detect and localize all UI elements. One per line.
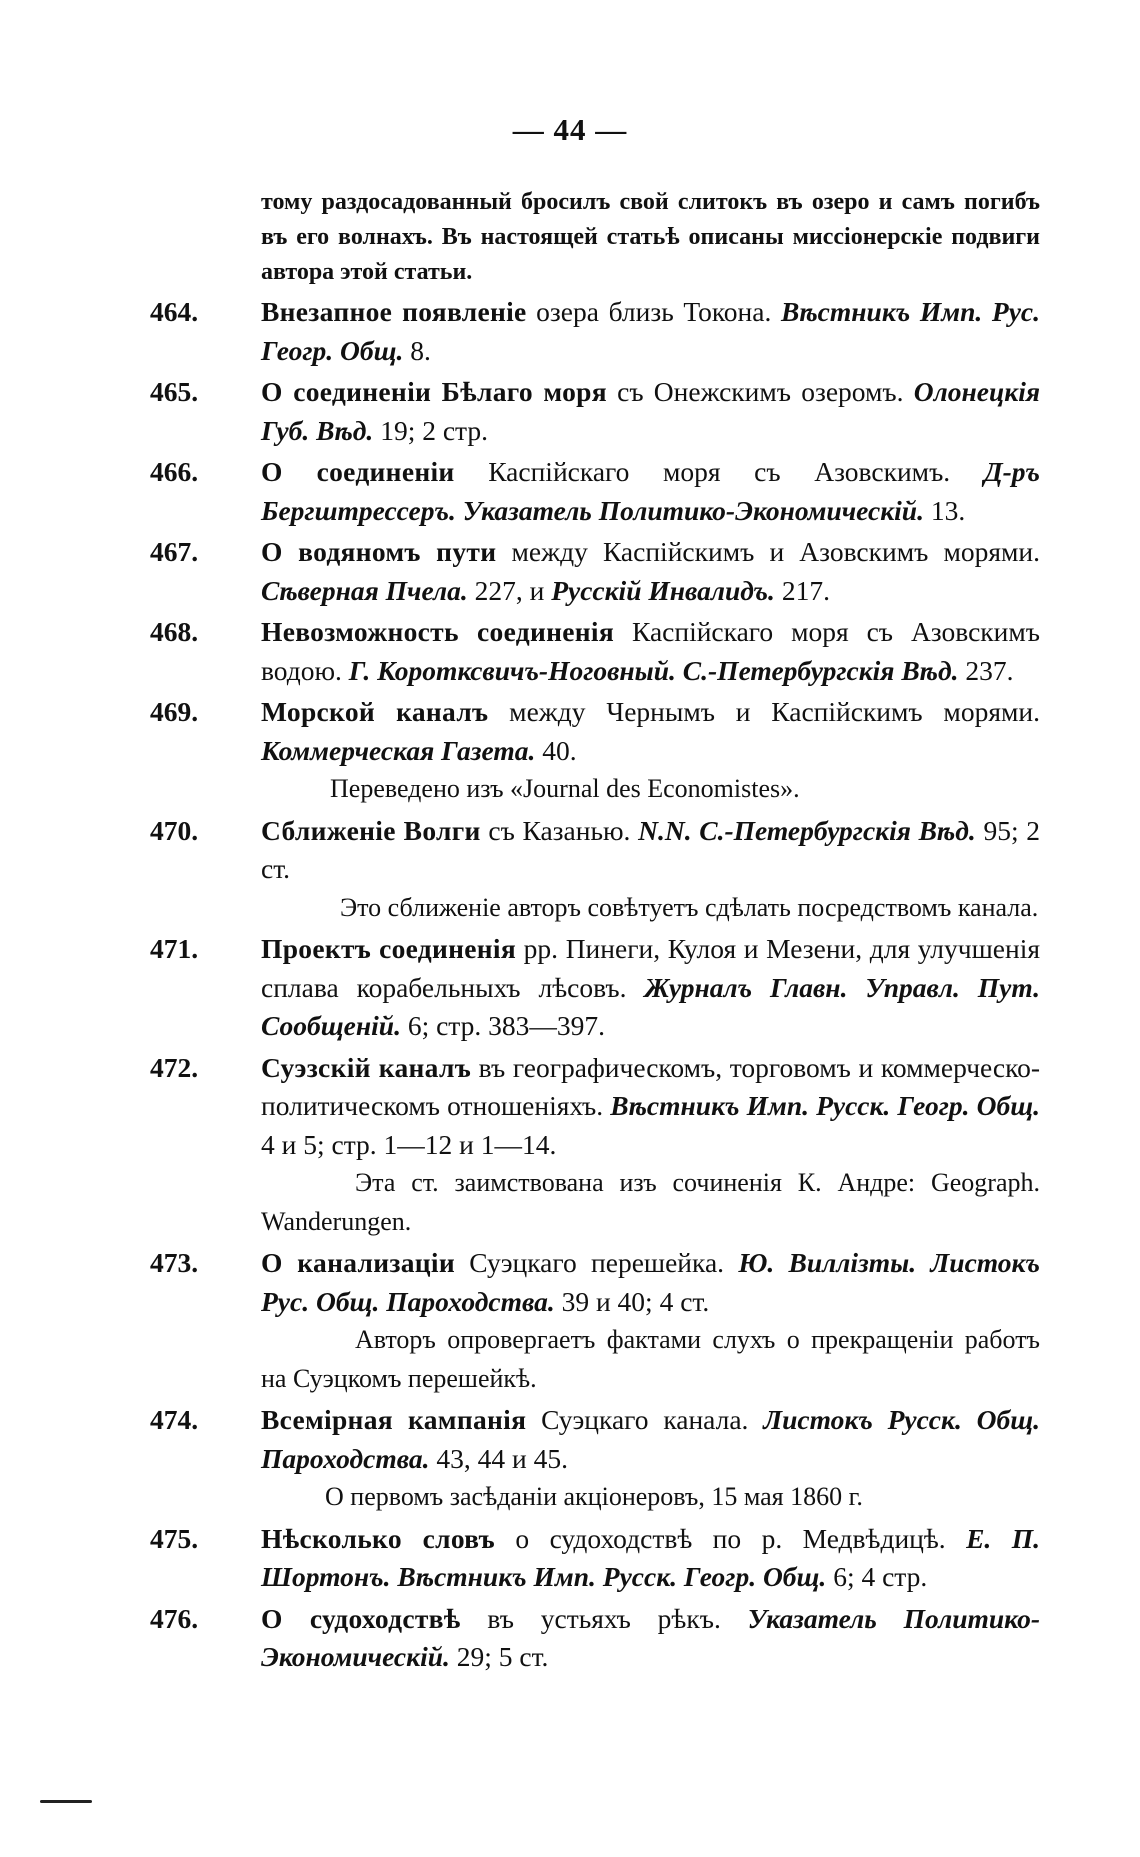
entry-tail: 39 и 40; 4 ст. [554, 1285, 710, 1317]
entry-tail: 6; стр. 383—397. [400, 1010, 606, 1041]
entry-number: 475. [150, 1522, 199, 1554]
entry-note: Переведено изъ «Journal des Economistes». [330, 774, 800, 803]
entry-source: Е. П. Шортонъ. Вѣстникъ Имп. Русск. Геогр. Общ. [261, 1522, 1040, 1592]
entry-title: О соединеніи Бѣлаго моря [261, 376, 607, 407]
entry-tail: 4 и 5; стр. 1—12 и 1—14. [261, 1128, 557, 1160]
entry-tail: 217. [774, 574, 830, 606]
entry-text: озера близь Токона. [526, 296, 781, 327]
entry-number: 471. [150, 933, 199, 964]
entry-475 [150, 1520, 1040, 1597]
entry-title: Внезапное появленіе [261, 296, 527, 327]
entry-title: Морской каналъ [261, 696, 489, 727]
entry-title: Всемірная кампанія [261, 1404, 527, 1435]
entry-468 [150, 613, 1040, 690]
entry-tail: 40. [535, 734, 577, 766]
entry-title: Проектъ соединенія [261, 933, 517, 964]
entry-466 [150, 453, 1040, 530]
entry-source: Сѣверная Пчела. [261, 574, 468, 606]
entry-source: Вѣстникъ Имп. Русск. Геогр. Общ. [610, 1090, 1040, 1121]
entry-467 [150, 533, 1040, 610]
entry-source-2: Русскій Инвалидъ. [551, 574, 775, 606]
entry-note: Эта ст. заимствована изъ сочиненія К. Андре: Geograph. Wanderungen. [261, 1168, 1040, 1236]
entry-474 [150, 1401, 1040, 1478]
entry-title: О водяномъ пути [261, 536, 497, 567]
entry-465 [150, 373, 1040, 450]
entry-source: N.N. С.-Петербургскія Вѣд. [638, 814, 976, 846]
entry-470 [150, 812, 1040, 889]
entry-text: въ географическомъ, торговомъ и коммерческо-политическомъ отношеніяхъ. [261, 1051, 1040, 1121]
entry-tail: 13. [923, 494, 966, 526]
entry-text: Суэцкаго канала. [526, 1404, 764, 1435]
margin-rule [40, 1800, 92, 1803]
entry-title: Нѣсколько словъ [261, 1522, 495, 1554]
entry-tail: 43, 44 и 45. [429, 1442, 568, 1474]
entry-number: 464. [150, 296, 199, 327]
entry-title: О канализаціи [261, 1247, 456, 1278]
entry-source: Журналъ Главн. Управл. Пут. Сообщеній. [261, 971, 1040, 1041]
entry-title: О соединеніи [261, 456, 455, 487]
entry-title: О судоходствѣ [261, 1602, 461, 1634]
entry-number: 476. [150, 1602, 199, 1634]
entry-source: Г. Коротксвичъ-Ноговный. С.-Петербургскія Вѣд. [348, 654, 959, 686]
entry-number: 470. [150, 814, 199, 846]
entry-text: Суэцкаго перешейка. [455, 1247, 739, 1278]
entry-number: 472. [150, 1051, 199, 1083]
entry-text: въ устьяхъ рѣкъ. [460, 1602, 748, 1634]
entry-text: между Каспійскимъ и Азовскимъ морями. [496, 536, 1040, 567]
entry-469 [150, 693, 1040, 770]
entry-source: Указатель Политико-Экономическій. [261, 1602, 1040, 1672]
entry-title: Невозможность соединенія [261, 616, 615, 647]
entry-note: О первомъ засѣданіи акціонеровъ, 15 мая 1860 г. [325, 1482, 863, 1511]
entry-text: рр. Пинеги, Кулоя и Мезени, для улучшенія сплава корабельныхъ лѣсовъ. [261, 933, 1040, 1003]
entry-number: 465. [150, 376, 199, 407]
entry-source: Олонецкія Губ. Вѣд. [261, 376, 1040, 446]
entry-title: Суэзскій каналъ [261, 1051, 472, 1083]
entry-number: 466. [150, 456, 199, 487]
entry-number: 473. [150, 1247, 199, 1278]
entry-title: Сближеніе Волги [261, 814, 481, 846]
entry-tail: 6; 4 стр. [826, 1561, 928, 1592]
entry-text: Каспійскаго моря съ Азовскимъ. [454, 456, 984, 487]
entry-number: 469. [150, 696, 199, 727]
bibliography-list [150, 185, 1040, 1677]
entry-tail: 95; 2 ст. [261, 814, 1041, 884]
entry-number: 474. [150, 1404, 199, 1435]
entry-source: Ю. Виллізты. Листокъ Рус. Общ. Пароходства. [261, 1247, 1040, 1317]
entry-tail: 237. [958, 654, 1014, 686]
entry-note: Авторъ опровергаетъ фактами слухъ о прекращеніи работъ на Суэцкомъ перешейкѣ. [261, 1325, 1040, 1393]
entry-text: о судоходствѣ по р. Медвѣдицѣ. [494, 1522, 967, 1554]
entry-tail: 29; 5 ст. [449, 1641, 549, 1672]
entry-text: Каспійскаго моря съ Азовскимъ водою. [261, 616, 1040, 686]
continuation-text: тому раздосадованный бросилъ свой слитокъ въ озеро и самъ погибъ въ его волнахъ. Въ настоящей статьѣ описаны миссіонерскіе подвиги автора этой статьи. [261, 189, 1040, 285]
entry-472 [150, 1049, 1040, 1165]
page-number: — 44 — [512, 112, 628, 147]
entry-source: Д-ръ Бергштрессеръ. Указатель Политико-Экономическій. [261, 456, 1040, 526]
entry-number: 468. [150, 616, 199, 647]
entry-tail: 19; 2 стр. [373, 414, 489, 446]
entry-464 [150, 293, 1040, 370]
entry-number: 467. [150, 536, 199, 567]
entry-note: Это сближеніе авторъ совѣтуетъ сдѣлать посредствомъ канала. [340, 892, 1039, 922]
entry-text: съ Онежскимъ озеромъ. [606, 376, 914, 407]
entry-tail: 8. [403, 334, 431, 366]
entry-text: съ Казанью. [480, 814, 639, 846]
entry-text: между Чернымъ и Каспійскимъ морями. [488, 696, 1040, 727]
entry-source: Вѣстникъ Имп. Рус. Геогр. Общ. [261, 296, 1040, 366]
entry-476 [150, 1600, 1040, 1677]
entry-mid: 227, и [467, 574, 552, 606]
entry-473 [150, 1244, 1040, 1321]
entry-source: Коммерческая Газета. [261, 734, 536, 766]
entry-source: Листокъ Русск. Общ. Пароходства. [261, 1404, 1040, 1474]
entry-471 [150, 930, 1040, 1046]
